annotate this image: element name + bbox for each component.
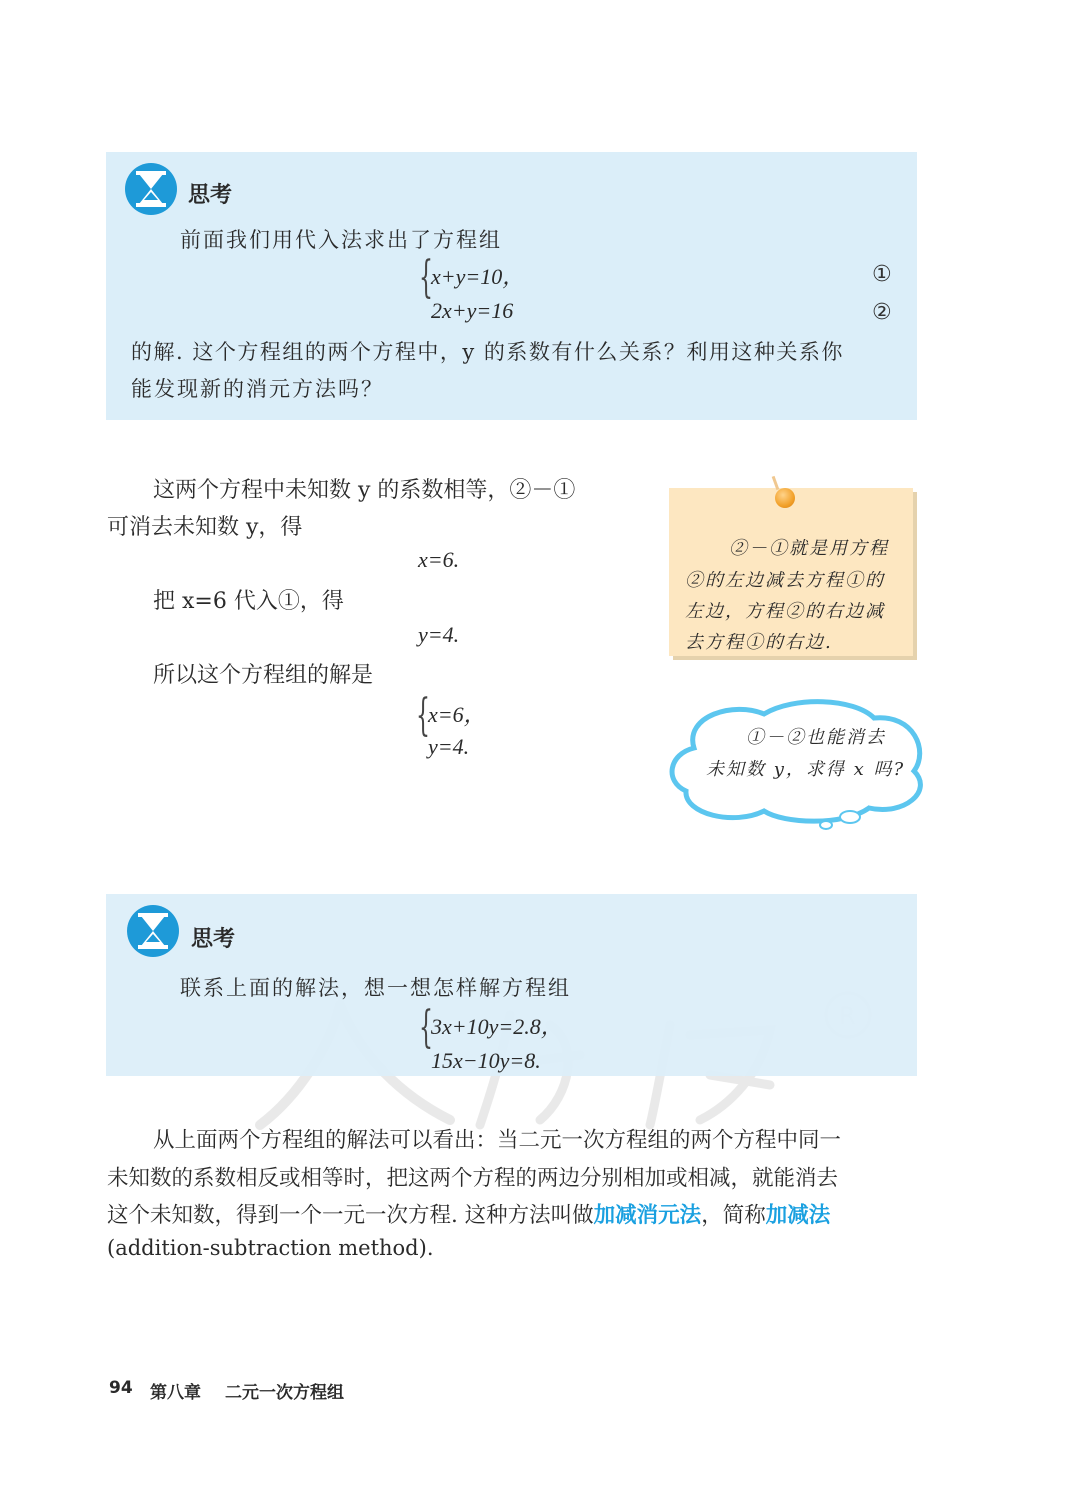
think-title: 思考 <box>191 927 236 952</box>
think-intro: 联系上面的解法，想一想怎样解方程组 <box>180 976 571 1000</box>
left-brace-icon: { <box>419 1002 433 1053</box>
equation-label-2: ② <box>872 300 892 325</box>
solution-line2: 可消去未知数 y，得 <box>107 515 303 540</box>
paragraph-line1: 从上面两个方程组的解法可以看出：当二元一次方程组的两个方程中同一 <box>153 1128 842 1153</box>
think-question-line2: 能发现新的消元方法吗？ <box>131 377 384 401</box>
paragraph-line4: (addition-subtraction method). <box>107 1236 434 1260</box>
cloud-line-2: 未知数 y，求得 x 吗? <box>706 759 906 780</box>
result-x: x=6. <box>418 547 460 572</box>
page-number: 94 <box>109 1378 133 1398</box>
think-box-1 <box>106 152 917 420</box>
note-line-3: 左边，方程②的右边减 <box>685 601 885 622</box>
think-box-2 <box>106 894 917 1076</box>
chapter-title: 二元一次方程组 <box>225 1383 344 1403</box>
solution-x: x=6， <box>428 702 486 727</box>
cloud-line-1: ①－②也能消去 <box>746 727 886 748</box>
equation-1: x+y=10， <box>431 264 525 289</box>
left-brace-icon: { <box>419 252 433 303</box>
solution-y: y=4. <box>428 734 470 759</box>
hourglass-icon <box>124 162 178 216</box>
think-title: 思考 <box>188 183 233 208</box>
left-brace-icon: { <box>416 690 430 741</box>
solution-line1: 这两个方程中未知数 y 的系数相等，②－① <box>153 478 576 503</box>
think-intro: 前面我们用代入法求出了方程组 <box>180 228 502 252</box>
equation-2: 2x+y=16 <box>431 298 514 323</box>
result-y: y=4. <box>418 622 460 647</box>
conclusion-line: 所以这个方程组的解是 <box>153 663 374 688</box>
equation-2: 15x−10y=8. <box>431 1048 541 1073</box>
note-line-1: ②－①就是用方程 <box>729 538 889 559</box>
chapter-label: 第八章 <box>150 1383 201 1403</box>
paragraph-line2: 未知数的系数相反或相等时，把这两个方程的两边分别相加或相减，就能消去 <box>107 1166 839 1191</box>
sticky-note <box>669 488 913 656</box>
equation-1: 3x+10y=2.8， <box>431 1014 563 1039</box>
term-addition-subtraction: 加减法 <box>765 1203 831 1228</box>
note-line-4: 去方程①的右边. <box>685 632 833 653</box>
think-question-line1: 的解. 这个方程组的两个方程中，y 的系数有什么关系？利用这种关系你 <box>131 340 844 364</box>
paragraph-line3-mid: ，简称 <box>701 1203 766 1228</box>
paragraph-line3-text: 这个未知数，得到一个一元一次方程. 这种方法叫做 <box>107 1203 594 1228</box>
equation-label-1: ① <box>872 262 892 287</box>
pushpin-icon <box>775 488 795 508</box>
note-line-2: ②的左边减去方程①的 <box>685 570 885 591</box>
paragraph-line3 <box>107 1198 830 1229</box>
hourglass-icon <box>126 904 180 958</box>
term-addition-subtraction-elimination: 加减消元法 <box>593 1203 702 1228</box>
substitute-line: 把 x=6 代入①，得 <box>153 589 344 614</box>
